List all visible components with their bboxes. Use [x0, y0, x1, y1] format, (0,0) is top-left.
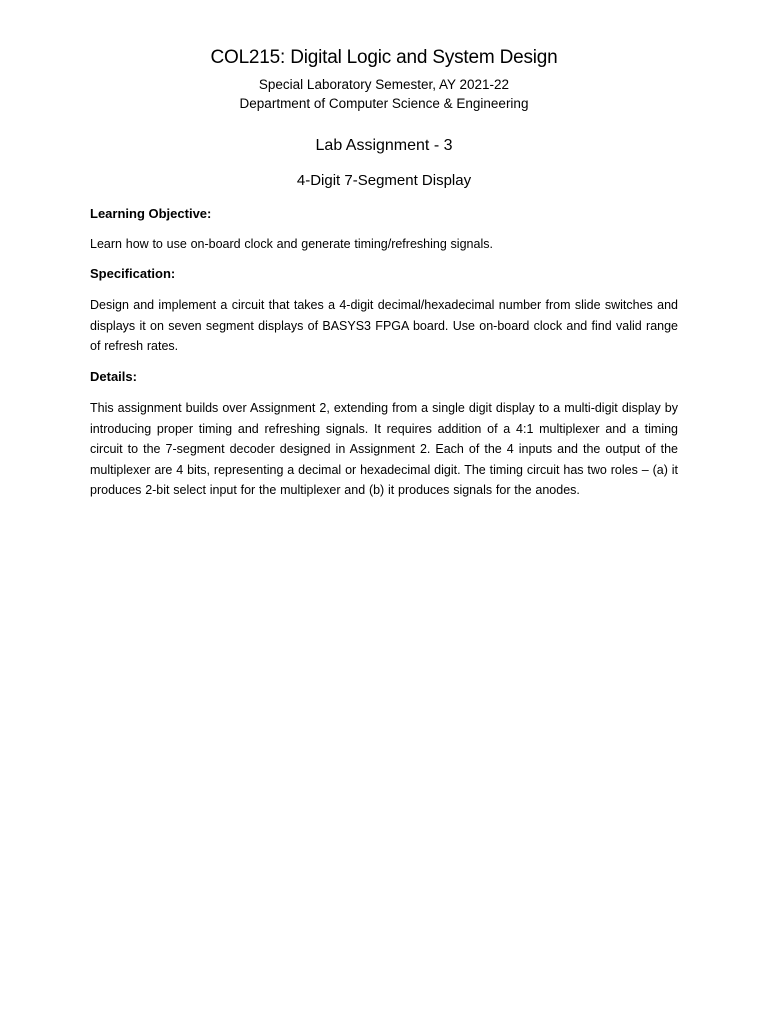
- specification-heading: Specification:: [90, 266, 176, 281]
- learning-objective-heading: Learning Objective:: [90, 206, 212, 221]
- specification-text: Design and implement a circuit that takes a 4-digit decimal/hexadecimal number from slide switches and displays it on seven segment displays of BASYS3 FPGA board. Use on-board clock and find valid range of refresh rates.: [90, 298, 678, 354]
- lab-assignment-title: Lab Assignment - 3: [315, 137, 453, 154]
- semester-line: Special Laboratory Semester, AY 2021-22: [258, 77, 510, 92]
- course-title: COL215: Digital Logic and System Design: [210, 47, 558, 68]
- details-heading: Details:: [90, 369, 137, 384]
- department-line: Department of Computer Science & Engineering: [239, 96, 529, 111]
- details-text: This assignment builds over Assignment 2, extending from a single digit display to a multi-digit display by introducing proper timing and refreshing signals. It requires addition of a 4:1 multiplexer and a timing circuit to the 7-segment decoder designed in Assignment 2. Each of the 4 inputs and the output of the multiplexer are 4 bits, representing a decimal or hexadecimal digit. The timing circuit has two roles – (a) it produces 2-bit select input for the multiplexer and (b) it produces signals for the anodes.: [90, 401, 678, 498]
- assignment-title: 4-Digit 7-Segment Display: [296, 172, 472, 189]
- learning-objective-text: Learn how to use on-board clock and generate timing/refreshing signals.: [90, 237, 493, 251]
